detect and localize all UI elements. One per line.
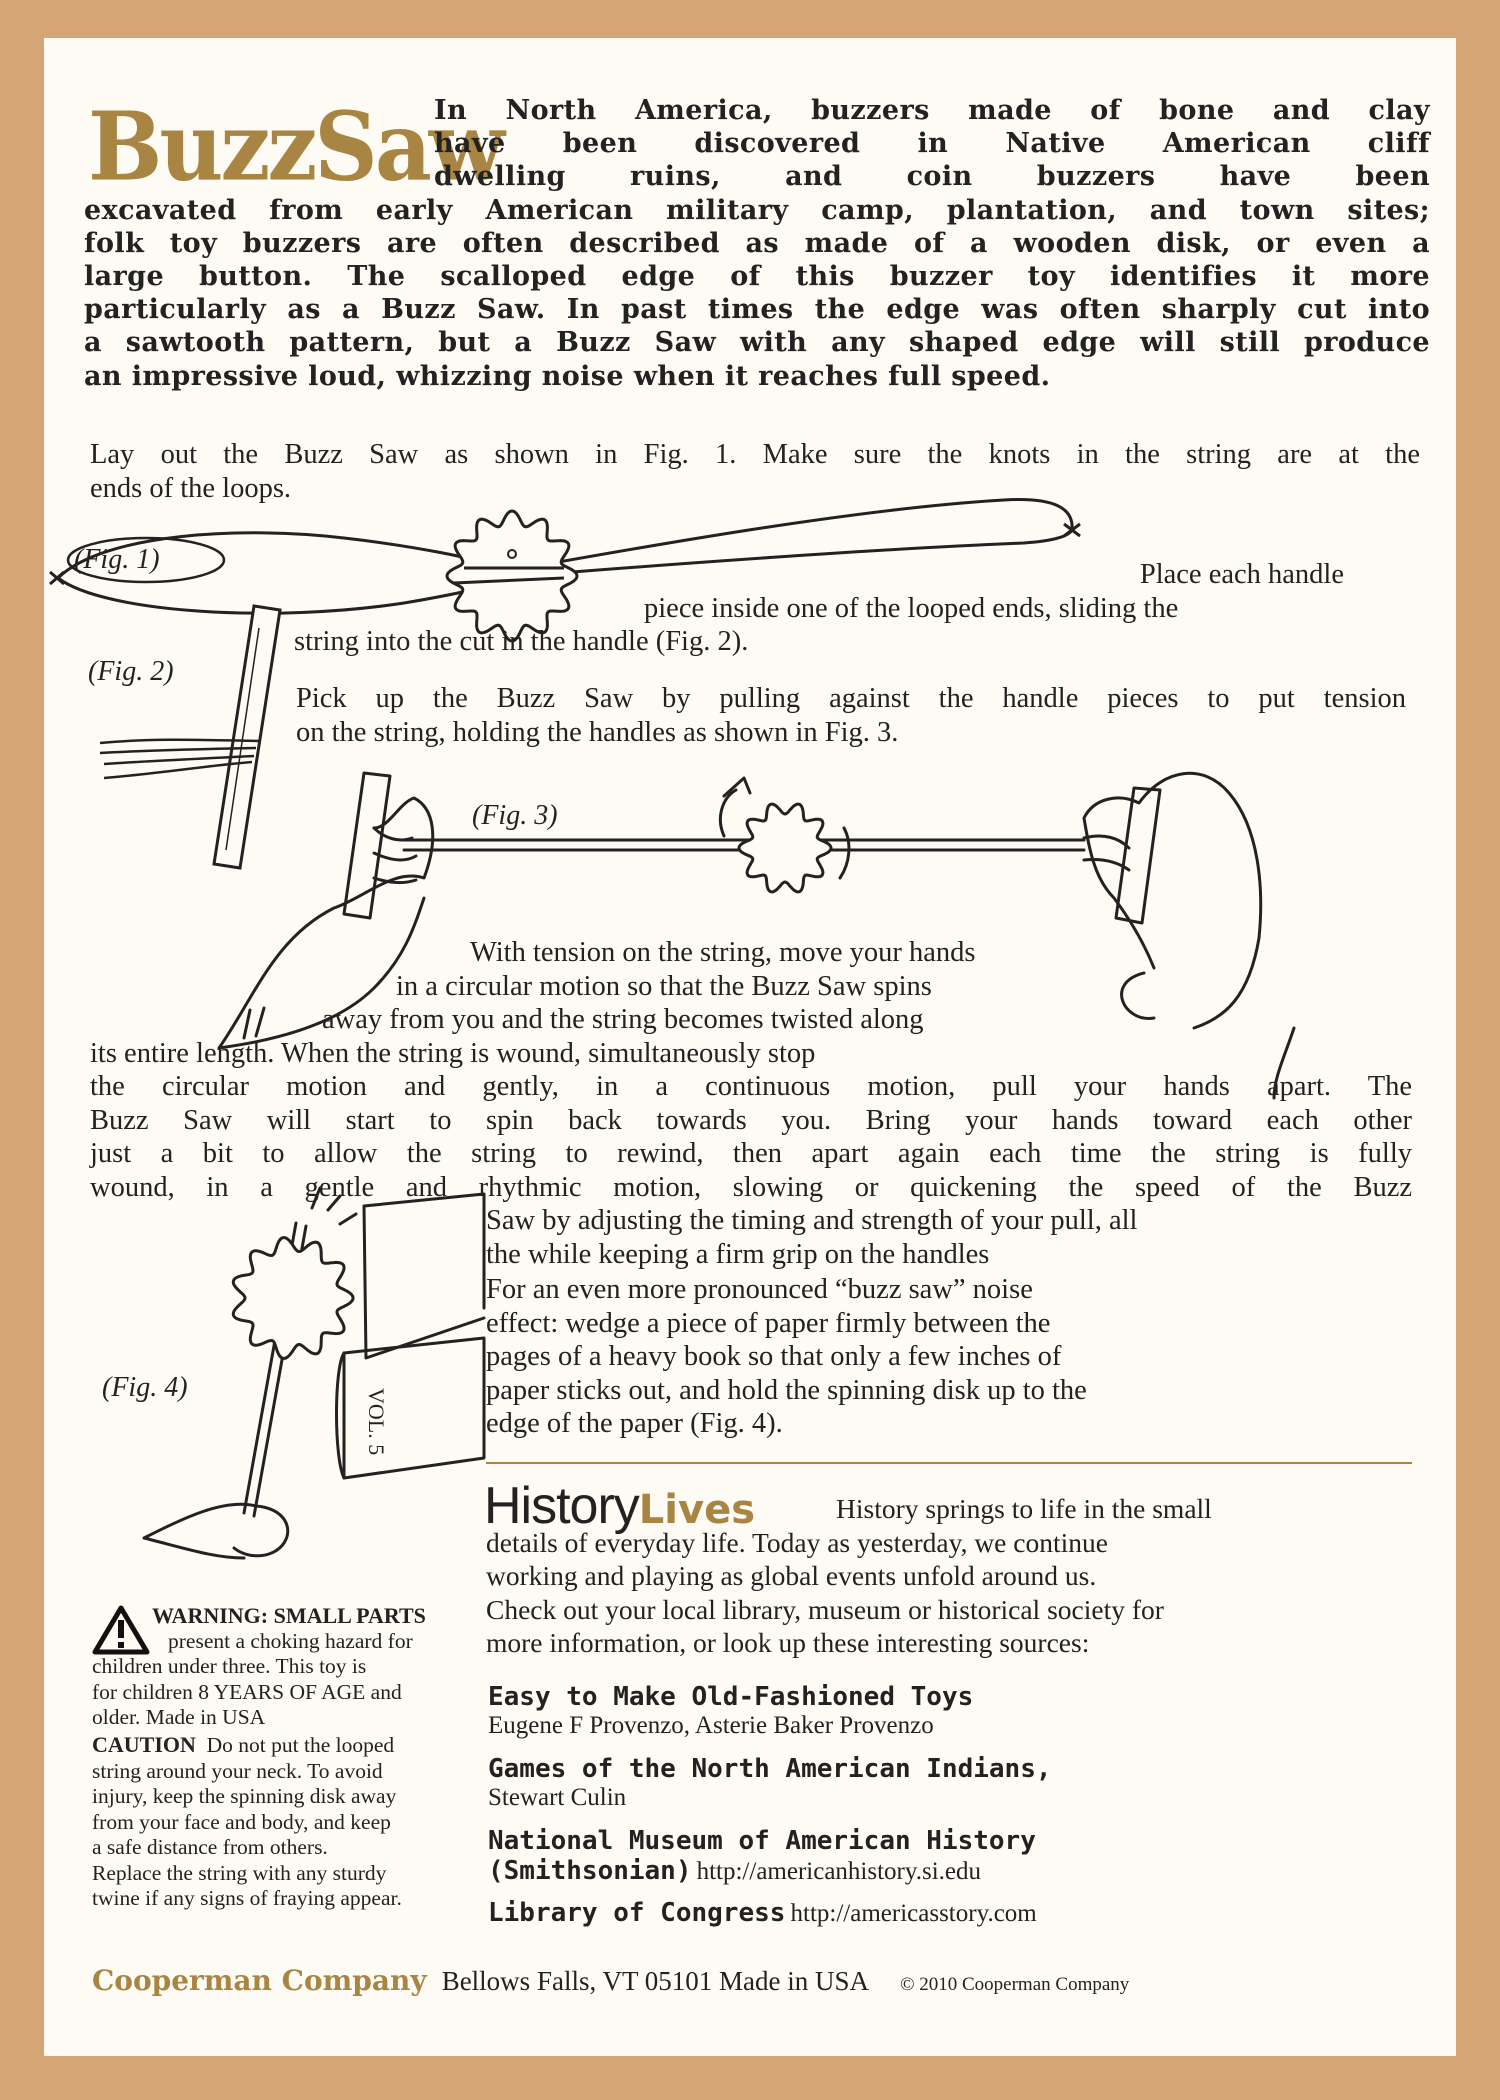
step5-line: effect: wedge a piece of paper firmly between the [486, 1307, 1051, 1339]
step5-line: edge of the paper (Fig. 4). [486, 1408, 783, 1439]
warning-block [92, 1603, 472, 1731]
intro-line: excavated from early American military camp, plantation, and town sites; [84, 194, 1430, 226]
intro-line: dwelling ruins, and coin buzzers have been [434, 161, 1430, 193]
fig3-motion-arrow-top [724, 778, 750, 796]
intro-line: an impressive loud, whizzing noise when it reaches full speed. [84, 360, 1051, 392]
caution-line: string around your neck. To avoid [92, 1758, 383, 1783]
history-line: details of everyday life. Today as yesterday, we continue [486, 1526, 1108, 1558]
caution-line: Do not put the looped [206, 1733, 395, 1757]
history-line: more information, or look up these interesting sources: [486, 1627, 1090, 1658]
sources-list [488, 1682, 1418, 1928]
caution-line: injury, keep the spinning disk away [92, 1784, 397, 1808]
step4-line: its entire length. When the string is wound, simultaneously stop [90, 1037, 816, 1069]
section-divider [486, 1462, 1412, 1464]
caution-line: from your face and body, and keep [92, 1809, 391, 1834]
fig4-book-spine-text: VOL. 5 [364, 1388, 389, 1456]
source-url[interactable]: http://americanhistory.si.edu [696, 1858, 982, 1885]
fig4-hand [144, 1504, 288, 1558]
step3-line: on the string, holding the handles as shown in Fig. 3. [296, 716, 899, 748]
source-title: Games of the North American Indians, [488, 1754, 1052, 1784]
step4-line: in a circular motion so that the Buzz Saw spins [396, 970, 932, 1002]
step4-line: just a bit to allow the string to rewind, then apart again each time the string is fully [90, 1138, 1412, 1169]
step1-line: Lay out the Buzz Saw as shown in Fig. 1. Make sure the knots in the string are at the [90, 439, 1420, 470]
step4-line: the circular motion and gently, in a continuous motion, pull your hands apart. The [90, 1071, 1412, 1102]
warning-line: children under three. This toy is [92, 1654, 367, 1678]
fig4-paper-sheet [364, 1194, 484, 1358]
fig2-label: (Fig. 2) [88, 656, 174, 687]
caution-line: Replace the string with any sturdy [92, 1860, 387, 1885]
step4-line: With tension on the string, move your hands [470, 937, 976, 968]
intro-line: In North America, buzzers made of bone and clay [434, 95, 1430, 126]
source-authors: Eugene F Provenzo, Asterie Baker Provenzo [488, 1712, 934, 1739]
history-line: working and playing as global events unfold around us. [486, 1560, 1097, 1591]
step3-line: Pick up the Buzz Saw by pulling against the handle pieces to put tension [296, 683, 1406, 714]
source-authors: Stewart Culin [488, 1784, 627, 1811]
warning-line: older. Made in USA [92, 1705, 266, 1729]
source-title: Library of Congress [488, 1898, 786, 1928]
intro-line: a sawtooth pattern, but a Buzz Saw with any shaped edge will still produce [84, 327, 1430, 359]
instruction-card [44, 38, 1456, 2056]
caution-block [92, 1732, 492, 1912]
source-title: Easy to Make Old-Fashioned Toys [488, 1682, 974, 1712]
footer-address: Bellows Falls, VT 05101 Made in USA [441, 1966, 869, 1996]
step1-line: ends of the loops. [90, 472, 292, 504]
step2-line: Place each handle [1139, 559, 1344, 590]
fig3-label: (Fig. 3) [472, 800, 558, 831]
source-title-2: (Smithsonian) [488, 1856, 692, 1886]
history-line: History springs to life in the small [836, 1493, 1212, 1524]
fig3-disk [739, 804, 831, 892]
history-logo-part1: History [484, 1477, 639, 1535]
intro-line: folk toy buzzers are often described as made of a wooden disk, or even a [84, 227, 1430, 259]
step4-line: Buzz Saw will start to spin back towards you. Bring your hands toward each other [90, 1104, 1412, 1136]
title-buzzsaw: BuzzSaw [88, 89, 502, 203]
history-line: Check out your local library, museum or historical society for [486, 1593, 1164, 1625]
step4-line: wound, in a gentle and rhythmic motion, slowing or quickening the speed of the Buzz [90, 1171, 1412, 1203]
fig1-label: (Fig. 1) [74, 544, 160, 575]
caution-heading: CAUTION [92, 1732, 196, 1757]
caution-line: twine if any signs of fraying appear. [92, 1886, 402, 1910]
fig4-label: (Fig. 4) [102, 1372, 188, 1403]
warning-line: for children 8 YEARS OF AGE and [92, 1679, 402, 1704]
step5-line: pages of a heavy book so that only a few inches of [486, 1341, 1062, 1372]
source-item [488, 1898, 1418, 1928]
intro-line: have been discovered in Native American cliff [434, 128, 1430, 160]
step2-line: piece inside one of the looped ends, sliding the [644, 592, 1179, 624]
step4-line: Saw by adjusting the timing and strength of your pull, all [486, 1205, 1138, 1236]
fig3-motion-arrow-left [720, 790, 736, 836]
history-paragraph [486, 1493, 1416, 1676]
footer-company: Cooperman Company [92, 1964, 427, 1997]
intro-line: large button. The scalloped edge of this buzzer toy identifies it more [84, 261, 1430, 293]
fig4-disk [233, 1238, 353, 1359]
source-item [488, 1826, 1418, 1886]
step4-line: away from you and the string becomes twisted along [322, 1004, 924, 1035]
footer-copyright: © 2010 Cooperman Company [900, 1974, 1130, 1995]
step2-line: string into the cut in the handle (Fig. 2). [294, 626, 749, 657]
footer [92, 1964, 1129, 1997]
source-url[interactable]: http://americasstory.com [790, 1900, 1037, 1927]
source-title: National Museum of American History [488, 1826, 1036, 1856]
intro-line: particularly as a Buzz Saw. In past times the edge was often sharply cut into [84, 294, 1430, 326]
history-logo-part2: Lives [638, 1487, 756, 1533]
fig3-right-handle [1116, 788, 1160, 923]
warning-heading: WARNING: SMALL PARTS [152, 1603, 426, 1628]
step5-text [486, 1273, 1386, 1441]
warning-line: present a choking hazard for [168, 1628, 413, 1653]
fig3-motion-arrow-right [840, 828, 849, 878]
source-item [488, 1682, 1418, 1740]
step4-line: the while keeping a firm grip on the handles [486, 1238, 990, 1270]
step5-line: For an even more pronounced “buzz saw” noise [486, 1274, 1033, 1305]
step5-line: paper sticks out, and hold the spinning disk up to the [486, 1374, 1087, 1406]
caution-line: a safe distance from others. [92, 1835, 328, 1859]
fig4-vibration-marks [312, 1188, 356, 1224]
source-item [488, 1754, 1418, 1812]
